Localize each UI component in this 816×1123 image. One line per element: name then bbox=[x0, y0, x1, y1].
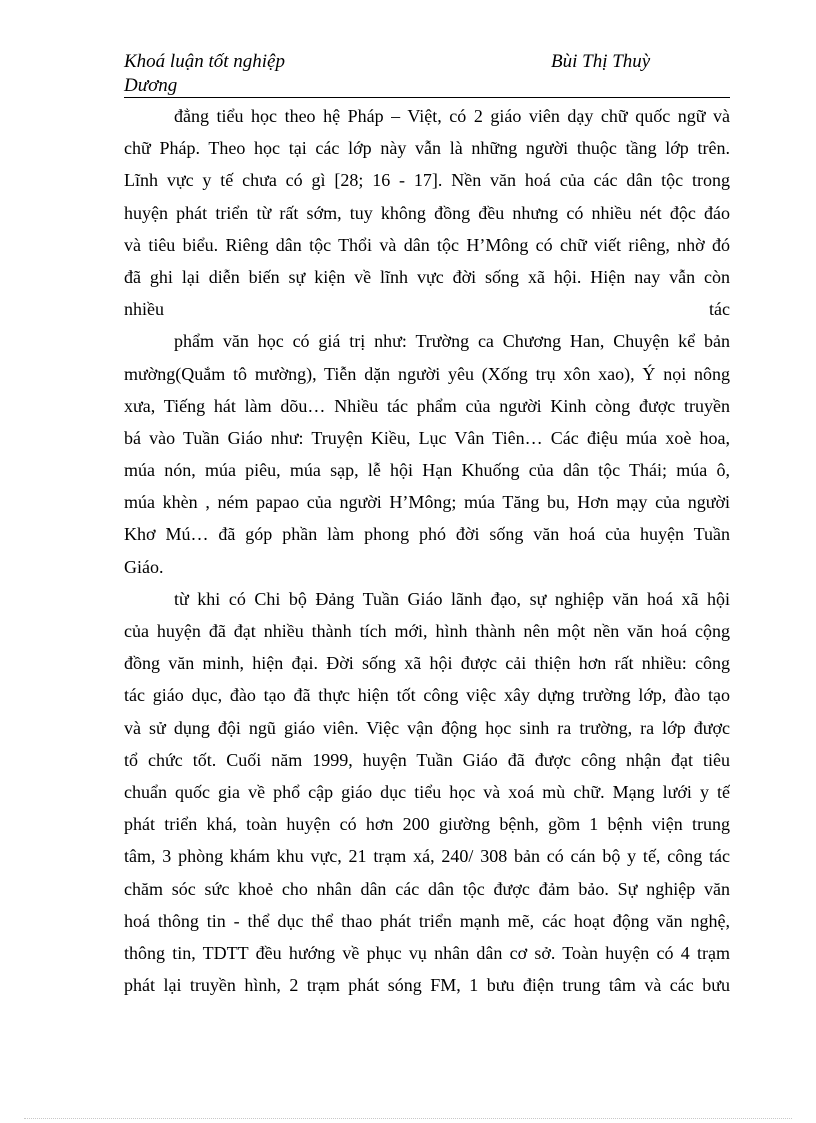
text-line: thông tin, TDTT đều hướng về phục vụ nhân dân cơ sở. Toàn huyện có 4 trạm bbox=[124, 942, 730, 963]
header-left bbox=[124, 50, 285, 98]
text-line: hoá thông tin - thể dục thể thao phát triển mạnh mẽ, các hoạt động văn nghệ, bbox=[124, 910, 730, 931]
text-line-split bbox=[124, 293, 730, 325]
body-text bbox=[124, 100, 730, 1001]
text-line: phát lại truyền hình, 2 trạm phát sóng FM, 1 bưu điện trung tâm và các bưu bbox=[124, 975, 730, 996]
text-line: Khơ Mú… đã góp phần làm phong phó đời sống văn hoá của huyện Tuần bbox=[124, 524, 730, 545]
text-line: tác giáo dục, đào tạo đã thực hiện tốt công việc xây dựng trường lớp, đào tạo bbox=[124, 685, 730, 706]
text-line: đẳng tiểu học theo hệ Pháp – Việt, có 2 giáo viên dạy chữ quốc ngữ và bbox=[174, 106, 730, 126]
text-line: và sử dụng đội ngũ giáo viên. Việc vận động học sinh ra trường, ra lớp được bbox=[124, 717, 730, 738]
text-fragment-left: nhiều bbox=[124, 299, 164, 320]
text-fragment-right: tác bbox=[709, 299, 730, 320]
text-line: từ khi có Chi bộ Đảng Tuần Giáo lãnh đạo, sự nghiệp văn hoá xã hội bbox=[174, 588, 730, 609]
text-line: chuẩn quốc gia về phổ cập giáo dục tiểu học và xoá mù chữ. Mạng lưới y tế bbox=[124, 781, 730, 802]
text-line: múa nón, múa piêu, múa sạp, lễ hội Hạn Khuống của dân tộc Thái; múa ô, bbox=[124, 460, 730, 481]
header-author: Bùi Thị Thuỳ bbox=[551, 51, 651, 72]
text-line: mường(Quắm tô mường), Tiễn dặn người yêu (Xống trụ xôn xao), Ý nọi nông bbox=[124, 363, 730, 384]
text-line: đồng văn minh, hiện đại. Đời sống xã hội được cải thiện hơn rất nhiều: công bbox=[124, 653, 730, 674]
text-line: chăm sóc sức khoẻ cho nhân dân các dân tộc được đảm bảo. Sự nghiệp văn bbox=[124, 878, 730, 899]
text-line: chữ Pháp. Theo học tại các lớp này vẫn là những người thuộc tầng lớp trên. bbox=[124, 138, 730, 159]
text-line: bá vào Tuần Giáo như: Truyện Kiều, Lục Vân Tiên… Các điệu múa xoè hoa, bbox=[124, 427, 730, 448]
header-thesis-title-cont: Dương bbox=[124, 75, 178, 96]
text-line: của huyện đã đạt nhiều thành tích mới, hình thành nên một nền văn hoá cộng bbox=[124, 621, 730, 641]
text-line: phát triển khá, toàn huyện có hơn 200 giường bệnh, gồm 1 bệnh viện trung bbox=[124, 814, 730, 835]
header-thesis-title: Khoá luận tốt nghiệp bbox=[124, 51, 285, 72]
text-line: xưa, Tiếng hát làm dõu… Nhiều tác phẩm của người Kinh còng được truyền bbox=[124, 395, 730, 416]
header-divider bbox=[124, 97, 730, 98]
text-line: đã ghi lại diễn biến sự kiện về lĩnh vực đời sống xã hội. Hiện nay vẫn còn bbox=[124, 266, 730, 287]
text-line: Lĩnh vực y tế chưa có gì [28; 16 - 17]. Nền văn hoá của các dân tộc trong bbox=[124, 170, 730, 191]
page-bottom-divider bbox=[24, 1118, 792, 1119]
text-line: phẩm văn học có giá trị như: Trường ca Chương Han, Chuyện kể bản bbox=[174, 331, 730, 352]
text-line: tổ chức tốt. Cuối năm 1999, huyện Tuần Giáo đã được công nhận đạt tiêu bbox=[124, 749, 730, 770]
text-line: múa khèn , ném papao của người H’Mông; múa Tăng bu, Hơn mạy của người bbox=[124, 492, 730, 513]
text-line: tâm, 3 phòng khám khu vực, 21 trạm xá, 240/ 308 bản có cán bộ y tế, công tác bbox=[124, 846, 730, 867]
text-line: và tiêu biểu. Riêng dân tộc Thổi và dân tộc H’Mông có chữ viết riêng, nhờ đó bbox=[124, 234, 730, 255]
text-line: Giáo. bbox=[124, 556, 164, 577]
text-line: huyện phát triển từ rất sớm, tuy không đồng đều nhưng có nhiều nét độc đáo bbox=[124, 202, 730, 223]
